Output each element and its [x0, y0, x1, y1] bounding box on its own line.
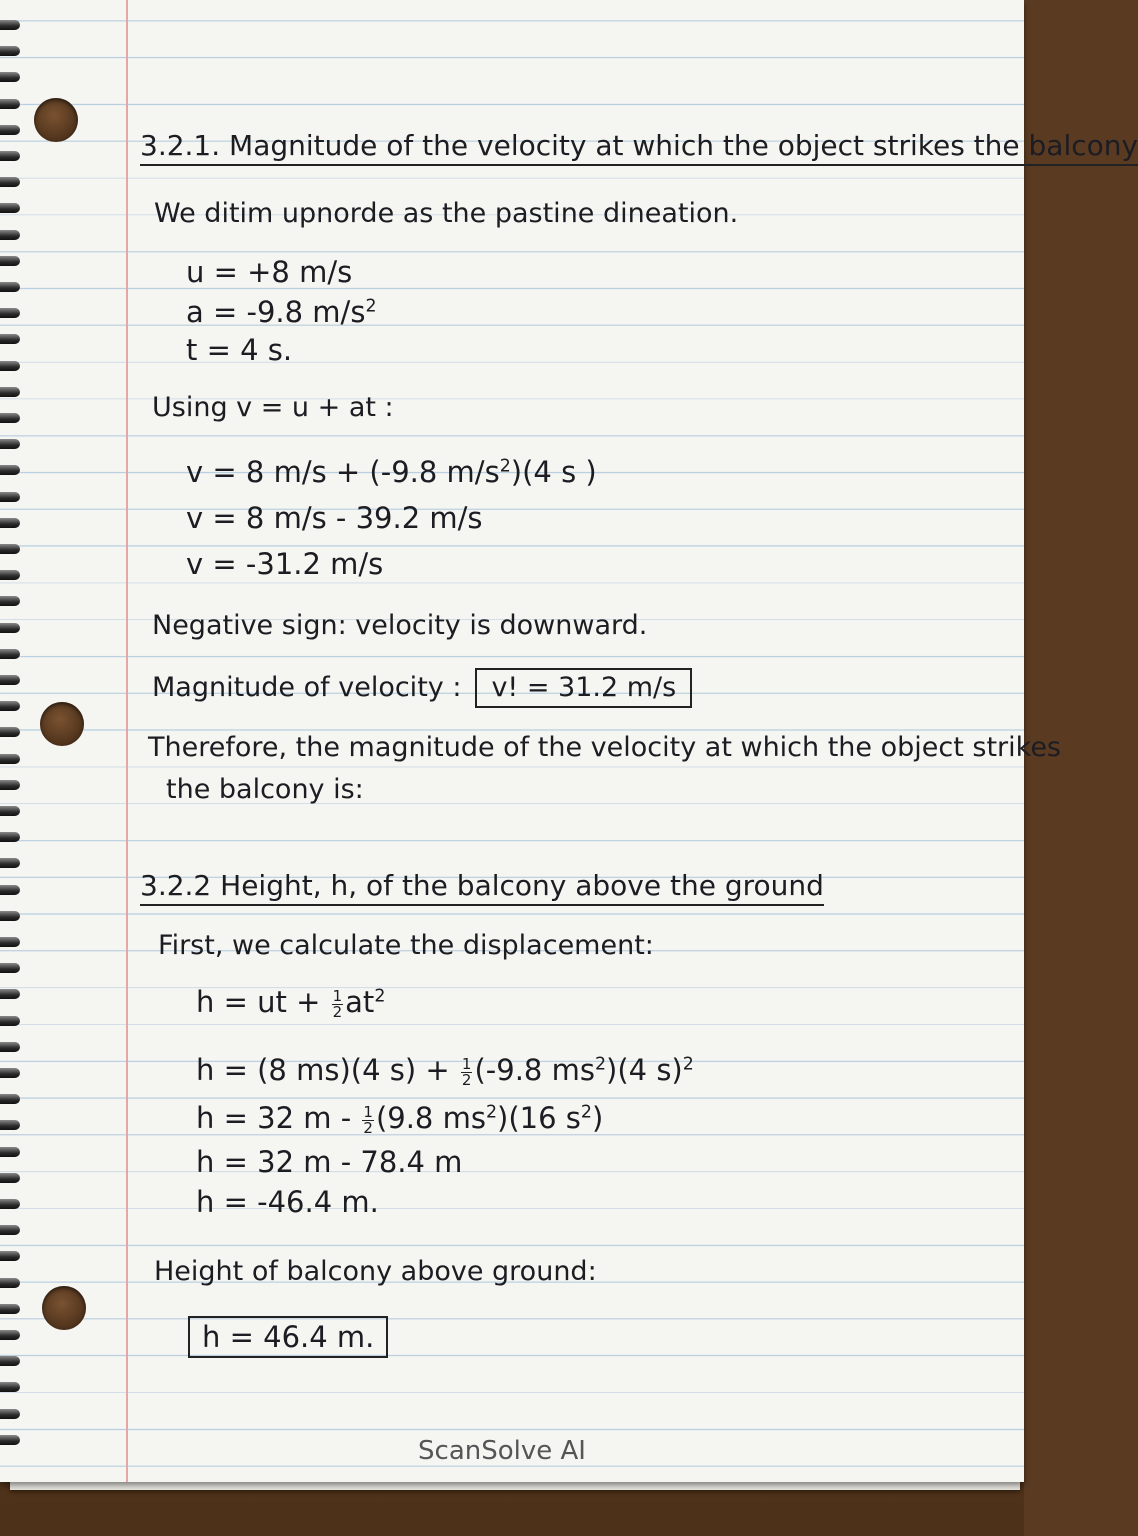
- spiral-coil: [0, 46, 20, 56]
- spiral-coil: [0, 1356, 20, 1366]
- spiral-coil: [0, 151, 20, 161]
- spiral-coil: [0, 1120, 20, 1130]
- spiral-coil: [0, 806, 20, 816]
- velocity-answer-box: v! = 31.2 m/s: [475, 668, 692, 708]
- spiral-coil: [0, 989, 20, 999]
- spiral-coil: [0, 20, 20, 30]
- spiral-coil: [0, 1016, 20, 1026]
- spiral-coil: [0, 1251, 20, 1261]
- spiral-coil: [0, 203, 20, 213]
- velocity-step-2: v = 8 m/s - 39.2 m/s: [186, 501, 483, 535]
- spiral-coil: [0, 1199, 20, 1209]
- watermark-footer: ScanSolve AI: [418, 1436, 586, 1466]
- half-fraction: $\frac{1}{2}$: [461, 1054, 472, 1089]
- magnitude-line: [152, 668, 692, 708]
- spiral-coil: [0, 963, 20, 973]
- spiral-binding: [0, 20, 22, 1460]
- half-fraction: $\frac{1}{2}$: [363, 1102, 373, 1137]
- velocity-step-3: v = -31.2 m/s: [186, 547, 384, 581]
- spiral-coil: [0, 308, 20, 318]
- half-fraction: $\frac{1}{2}$: [332, 986, 343, 1021]
- spiral-coil: [0, 885, 20, 895]
- spiral-coil: [0, 230, 20, 240]
- punch-hole-middle: [40, 702, 84, 746]
- spiral-coil: [0, 334, 20, 344]
- displacement-formula: h = ut + $\frac{1}{2}$ $at^2$: [196, 985, 386, 1021]
- spiral-coil: [0, 754, 20, 764]
- spiral-coil: [0, 1147, 20, 1157]
- spiral-coil: [0, 701, 20, 711]
- conclusion-line-1: Therefore, the magnitude of the velocity at which the object strikes: [148, 732, 1062, 763]
- displacement-intro: First, we calculate the displacement:: [158, 930, 654, 961]
- spiral-coil: [0, 544, 20, 554]
- spiral-coil: [0, 518, 20, 528]
- section-heading-3-2-2: 3.2.2 Height, h, of the balcony above the ground: [140, 870, 824, 906]
- equation-label: Using v = u + at :: [152, 392, 394, 423]
- spiral-coil: [0, 675, 20, 685]
- spiral-coil: [0, 1173, 20, 1183]
- spiral-coil: [0, 282, 20, 292]
- spiral-coil: [0, 465, 20, 475]
- negative-sign-note: Negative sign: velocity is downward.: [152, 610, 648, 641]
- height-step-2: h = 32 m - $\frac{1}{2}$ (9.8 $ms^2)(16$ $s^2$): [196, 1101, 604, 1137]
- spiral-coil: [0, 1382, 20, 1392]
- velocity-step-1: v = 8 m/s + (-9.8 $m/s^2)(4$ s ): [186, 455, 597, 489]
- spiral-coil: [0, 1278, 20, 1288]
- spiral-coil: [0, 832, 20, 842]
- spiral-coil: [0, 387, 20, 397]
- spiral-coil: [0, 492, 20, 502]
- spiral-coil: [0, 1304, 20, 1314]
- spiral-coil: [0, 361, 20, 371]
- spiral-coil: [0, 125, 20, 135]
- spiral-coil: [0, 649, 20, 659]
- spiral-coil: [0, 570, 20, 580]
- punch-hole-top: [34, 98, 78, 142]
- height-answer-box: h = 46.4 m.: [188, 1316, 388, 1358]
- spiral-coil: [0, 99, 20, 109]
- spiral-coil: [0, 596, 20, 606]
- spiral-coil: [0, 727, 20, 737]
- spiral-coil: [0, 1068, 20, 1078]
- spiral-coil: [0, 1409, 20, 1419]
- spiral-coil: [0, 1042, 20, 1052]
- height-step-4: h = -46.4 m.: [196, 1185, 379, 1219]
- spiral-coil: [0, 256, 20, 266]
- spiral-coil: [0, 1330, 20, 1340]
- given-t: t = 4 s.: [186, 333, 293, 367]
- direction-note: We ditim upnorde as the pastine dineation.: [154, 198, 739, 229]
- margin-line: [126, 0, 128, 1482]
- spiral-coil: [0, 937, 20, 947]
- spiral-coil: [0, 177, 20, 187]
- spiral-coil: [0, 911, 20, 921]
- given-a: a = -9.8 $m/s^2$: [186, 295, 377, 329]
- height-step-3: h = 32 m - 78.4 m: [196, 1145, 463, 1179]
- conclusion-line-2: the balcony is:: [166, 774, 364, 805]
- spiral-coil: [0, 858, 20, 868]
- spiral-coil: [0, 780, 20, 790]
- magnitude-label: Magnitude of velocity :: [152, 672, 462, 703]
- given-u: u = +8 m/s: [186, 255, 353, 289]
- section-heading-3-2-1: 3.2.1. Magnitude of the velocity at which the object strikes the balcony: [140, 130, 1138, 166]
- spiral-coil: [0, 72, 20, 82]
- spiral-coil: [0, 413, 20, 423]
- spiral-coil: [0, 1094, 20, 1104]
- spiral-coil: [0, 439, 20, 449]
- height-step-1: h = (8 ms)(4 s) + $\frac{1}{2}$ (-9.8 $ms^2)(4$ s)$^2$: [196, 1053, 694, 1089]
- spiral-coil: [0, 623, 20, 633]
- punch-hole-bottom: [42, 1286, 86, 1330]
- height-label: Height of balcony above ground:: [154, 1256, 597, 1287]
- spiral-coil: [0, 1225, 20, 1235]
